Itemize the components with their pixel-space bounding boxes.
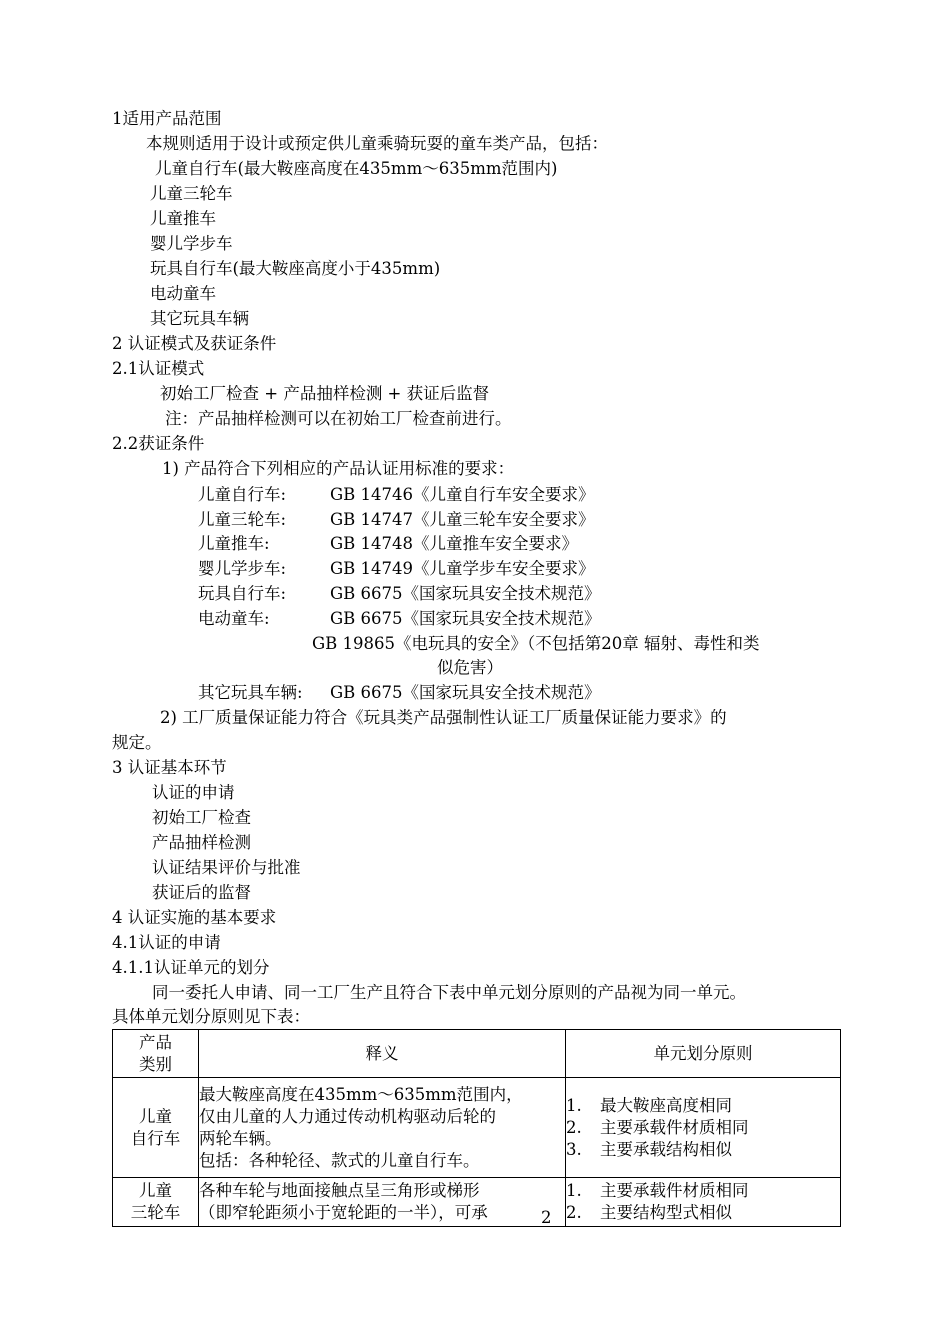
unit-division-text-cont: 具体单元划分原则见下表： xyxy=(112,1007,310,1026)
page-number: 2 xyxy=(541,1208,552,1227)
scope-item: 其它玩具车辆 xyxy=(150,309,249,328)
header-description: 释义 xyxy=(199,1030,566,1078)
description-line: 仅由儿童的人力通过传动机构驱动后轮的 xyxy=(199,1106,496,1126)
row-description xyxy=(199,1178,566,1227)
section-4-1-heading: 4.1认证的申请 xyxy=(112,933,221,952)
step-item: 产品抽样检测 xyxy=(152,833,251,852)
scope-item: 儿童三轮车 xyxy=(150,184,233,203)
rule-text: 主要结构型式相似 xyxy=(600,1203,732,1222)
rule-item xyxy=(566,1202,840,1224)
section-1-heading: 1适用产品范围 xyxy=(112,109,222,128)
certification-mode: 初始工厂检查 + 产品抽样检测 + 获证后监督 xyxy=(160,384,490,403)
header-category-line: 类别 xyxy=(139,1054,172,1074)
step-item: 初始工厂检查 xyxy=(152,808,251,827)
category-line: 儿童 xyxy=(139,1106,172,1126)
scope-item: 儿童推车 xyxy=(150,209,216,228)
standard-reference-extra: GB 19865《电玩具的安全》（不包括第20章 辐射、毒性和类 xyxy=(312,634,760,653)
category-line: 三轮车 xyxy=(130,1203,181,1222)
rule-item xyxy=(566,1180,840,1202)
unit-division-text: 同一委托人申请、同一工厂生产且符合下表中单元划分原则的产品视为同一单元。 xyxy=(152,983,746,1002)
standard-reference: GB 14746《儿童自行车安全要求》 xyxy=(330,485,595,504)
standard-reference: GB 6675《国家玩具安全技术规范》 xyxy=(330,584,601,603)
unit-division-table xyxy=(112,1029,841,1227)
standard-product: 儿童推车: xyxy=(198,534,270,553)
row-rules xyxy=(566,1178,841,1227)
rule-number: 3. xyxy=(566,1139,582,1159)
rule-number: 2. xyxy=(566,1117,582,1137)
rule-number: 1. xyxy=(566,1181,582,1200)
category-line: 自行车 xyxy=(130,1128,181,1148)
standard-product: 玩具自行车: xyxy=(198,584,287,603)
description-line: 各种车轮与地面接触点呈三角形或梯形 xyxy=(199,1181,480,1200)
step-item: 认证的申请 xyxy=(152,783,235,802)
section-2-1-heading: 2.1认证模式 xyxy=(112,359,205,378)
header-category-line: 产品 xyxy=(139,1032,172,1052)
rule-number: 1. xyxy=(566,1095,582,1115)
table-header-row xyxy=(113,1030,841,1078)
scope-item: 玩具自行车(最大鞍座高度小于435mm) xyxy=(150,259,441,278)
header-rules: 单元划分原则 xyxy=(566,1030,841,1078)
certification-note: 注：产品抽样检测可以在初始工厂检查前进行。 xyxy=(165,409,512,428)
condition-2: 2) 工厂质量保证能力符合《玩具类产品强制性认证工厂质量保证能力要求》的 xyxy=(160,708,727,727)
rule-text: 主要承载件材质相同 xyxy=(600,1181,749,1200)
scope-intro: 本规则适用于设计或预定供儿童乘骑玩耍的童车类产品，包括： xyxy=(146,134,608,153)
standard-product: 其它玩具车辆: xyxy=(198,683,303,702)
standard-reference: GB 14747《儿童三轮车安全要求》 xyxy=(330,510,595,529)
description-line: 包括：各种轮径、款式的儿童自行车。 xyxy=(199,1150,480,1170)
standard-reference: GB 14749《儿童学步车安全要求》 xyxy=(330,559,595,578)
step-item: 获证后的监督 xyxy=(152,883,251,902)
standard-product: 婴儿学步车: xyxy=(198,559,287,578)
condition-1: 1) 产品符合下列相应的产品认证用标准的要求： xyxy=(162,459,515,478)
table-row xyxy=(113,1178,841,1227)
standard-reference: GB 6675《国家玩具安全技术规范》 xyxy=(330,609,601,628)
standard-reference: GB 14748《儿童推车安全要求》 xyxy=(330,534,579,553)
standard-reference: GB 6675《国家玩具安全技术规范》 xyxy=(330,683,601,702)
row-description xyxy=(199,1078,566,1178)
rule-item xyxy=(566,1095,840,1117)
rule-number: 2. xyxy=(566,1203,582,1222)
standard-product: 儿童自行车: xyxy=(198,485,287,504)
category-line: 儿童 xyxy=(139,1181,172,1200)
section-4-heading: 4 认证实施的基本要求 xyxy=(112,908,277,927)
row-rules xyxy=(566,1078,841,1178)
row-category xyxy=(113,1078,199,1178)
rule-text: 主要承载结构相似 xyxy=(600,1139,732,1159)
scope-item: 电动童车 xyxy=(150,284,216,303)
rule-text: 最大鞍座高度相同 xyxy=(600,1095,732,1115)
description-line: 两轮车辆。 xyxy=(199,1128,282,1148)
header-category xyxy=(113,1030,199,1078)
standard-reference-extra: 似危害） xyxy=(437,658,503,677)
section-2-heading: 2 认证模式及获证条件 xyxy=(112,334,277,353)
section-4-1-1-heading: 4.1.1认证单元的划分 xyxy=(112,958,270,977)
condition-2-cont: 规定。 xyxy=(112,733,162,752)
section-2-2-heading: 2.2获证条件 xyxy=(112,434,205,453)
rule-text: 主要承载件材质相同 xyxy=(600,1117,749,1137)
description-line: （即窄轮距须小于宽轮距的一半），可承 xyxy=(199,1203,488,1222)
rule-item xyxy=(566,1139,840,1161)
step-item: 认证结果评价与批准 xyxy=(152,858,301,877)
table-row xyxy=(113,1078,841,1178)
standard-product: 儿童三轮车: xyxy=(198,510,287,529)
standard-product: 电动童车: xyxy=(198,609,270,628)
scope-item: 儿童自行车(最大鞍座高度在435mm～635mm范围内) xyxy=(155,159,558,178)
section-3-heading: 3 认证基本环节 xyxy=(112,758,227,777)
description-line: 最大鞍座高度在435mm～635mm范围内， xyxy=(199,1084,523,1104)
row-category xyxy=(113,1178,199,1227)
rule-item xyxy=(566,1117,840,1139)
scope-item: 婴儿学步车 xyxy=(150,234,233,253)
